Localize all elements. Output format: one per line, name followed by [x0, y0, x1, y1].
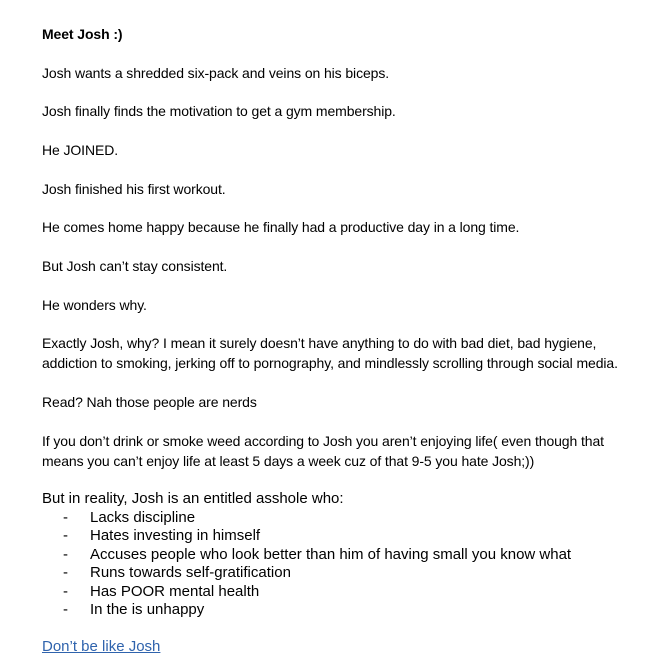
paragraph: Josh wants a shredded six-pack and veins on his biceps.	[42, 65, 390, 81]
paragraph: Read? Nah those people are nerds	[42, 394, 257, 410]
paragraph: But Josh can’t stay consistent.	[42, 258, 228, 274]
list-marker: -	[63, 600, 68, 618]
list-marker: -	[63, 509, 68, 526]
paragraph: He wonders why.	[42, 297, 147, 313]
paragraph: He comes home happy because he finally had a productive day in a long time.	[42, 219, 520, 235]
paragraph: He JOINED.	[42, 142, 119, 158]
list-marker: -	[63, 527, 68, 545]
list-item-text: Has POOR mental health	[90, 582, 260, 600]
dont-be-like-josh-link[interactable]: Don’t be like Josh	[42, 638, 161, 655]
list-item-text: Accuses people who look better than him of having small you know what	[90, 545, 572, 563]
list-marker: -	[63, 545, 68, 563]
list-marker: -	[63, 582, 68, 600]
list-item-text: In the is unhappy	[90, 600, 205, 618]
document-title: Meet Josh :)	[42, 26, 123, 42]
paragraph: If you don’t drink or smoke weed according to Josh you aren’t enjoying life( even though that means you can’t enjoy life at least 5 days a week cuz of that 9-5 you hate Josh;))	[42, 433, 604, 469]
list-marker: -	[63, 564, 68, 582]
list-item-text: Lacks discipline	[90, 509, 196, 526]
list-item-text: Runs towards self-gratification	[90, 564, 291, 582]
list-item-text: Hates investing in himself	[90, 527, 261, 545]
paragraph: Josh finally finds the motivation to get a gym membership.	[42, 103, 396, 119]
list-intro: But in reality, Josh is an entitled asshole who:	[42, 490, 344, 507]
paragraph: Josh finished his first workout.	[42, 181, 226, 197]
paragraph: Exactly Josh, why? I mean it surely doesn’t have anything to do with bad diet, bad hygiene, addiction to smoking, jerking off to pornography, and mindlessly scrolling through social media.	[42, 335, 618, 371]
